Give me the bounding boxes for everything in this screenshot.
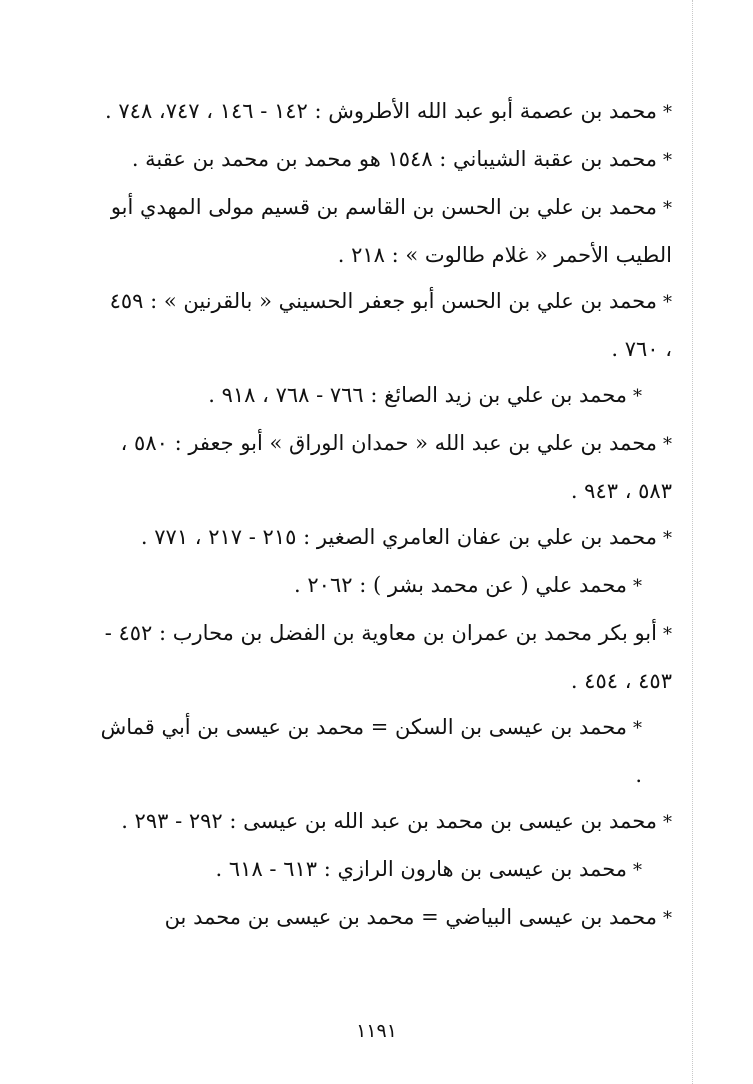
entry-text: محمد بن علي بن الحسن أبو جعفر الحسيني « بالقرنين » : ٤٥٩ ، ٧٦٠ . bbox=[109, 289, 672, 361]
entry-marker: * bbox=[663, 434, 672, 455]
entry-text: محمد بن عقبة الشيباني : ١٥٤٨ هو محمد بن محمد بن عقبة . bbox=[131, 147, 657, 171]
entry-text: محمد بن علي بن عفان العامري الصغير : ٢١٥ - ٢١٧ ، ٧٧١ . bbox=[140, 525, 657, 549]
entry-marker: * bbox=[663, 102, 672, 123]
entry-marker: * bbox=[633, 860, 642, 881]
entry-text: محمد بن عيسى بن هارون الرازي : ٦١٣ - ٦١٨ . bbox=[215, 857, 627, 881]
entry-marker: * bbox=[663, 624, 672, 645]
entry-marker: * bbox=[633, 386, 642, 407]
index-entry bbox=[98, 514, 672, 562]
index-entry bbox=[98, 184, 672, 278]
entry-text: أبو بكر محمد بن عمران بن معاوية بن الفضل بن محارب : ٤٥٢ - ٤٥٣ ، ٤٥٤ . bbox=[104, 621, 672, 693]
entry-marker: * bbox=[663, 908, 672, 929]
index-entry bbox=[98, 798, 672, 846]
entry-text: محمد بن عيسى البياضي = محمد بن عيسى بن محمد بن bbox=[164, 905, 657, 929]
index-entry bbox=[98, 562, 672, 610]
entry-marker: * bbox=[663, 812, 672, 833]
entry-marker: * bbox=[663, 150, 672, 171]
index-entry bbox=[98, 610, 672, 704]
index-entry bbox=[98, 846, 672, 894]
entry-marker: * bbox=[663, 292, 672, 313]
entry-text: محمد بن علي بن عبد الله « حمدان الوراق » أبو جعفر : ٥٨٠ ، ٥٨٣ ، ٩٤٣ . bbox=[120, 431, 672, 503]
index-entry bbox=[98, 704, 672, 798]
index-entry bbox=[98, 88, 672, 136]
index-entry bbox=[98, 136, 672, 184]
entry-marker: * bbox=[633, 576, 642, 597]
entry-text: محمد علي ( عن محمد بشر ) : ٢٠٦٢ . bbox=[294, 573, 627, 597]
entry-text: محمد بن علي بن الحسن بن القاسم بن قسيم مولى المهدي أبو الطيب الأحمر « غلام طالوت » : ٢١٨ . bbox=[110, 195, 672, 267]
entry-marker: * bbox=[663, 198, 672, 219]
index-entry bbox=[98, 420, 672, 514]
index-entry bbox=[98, 278, 672, 372]
index-entries bbox=[98, 88, 672, 942]
entry-text: محمد بن عيسى بن السكن = محمد بن عيسى بن أبي قماش . bbox=[100, 715, 642, 787]
margin-rule bbox=[692, 0, 693, 1084]
entry-marker: * bbox=[633, 718, 642, 739]
entry-text: محمد بن علي بن زيد الصائغ : ٧٦٦ - ٧٦٨ ، ٩١٨ . bbox=[208, 383, 627, 407]
page-number: ١١٩١ bbox=[356, 1020, 397, 1042]
entry-text: محمد بن عيسى بن محمد بن عبد الله بن عيسى : ٢٩٢ - ٢٩٣ . bbox=[121, 809, 657, 833]
entry-marker: * bbox=[663, 528, 672, 549]
index-entry bbox=[98, 894, 672, 942]
entry-text: محمد بن عصمة أبو عبد الله الأطروش : ١٤٢ - ١٤٦ ، ٧٤٧، ٧٤٨ . bbox=[105, 99, 657, 123]
index-entry bbox=[98, 372, 672, 420]
